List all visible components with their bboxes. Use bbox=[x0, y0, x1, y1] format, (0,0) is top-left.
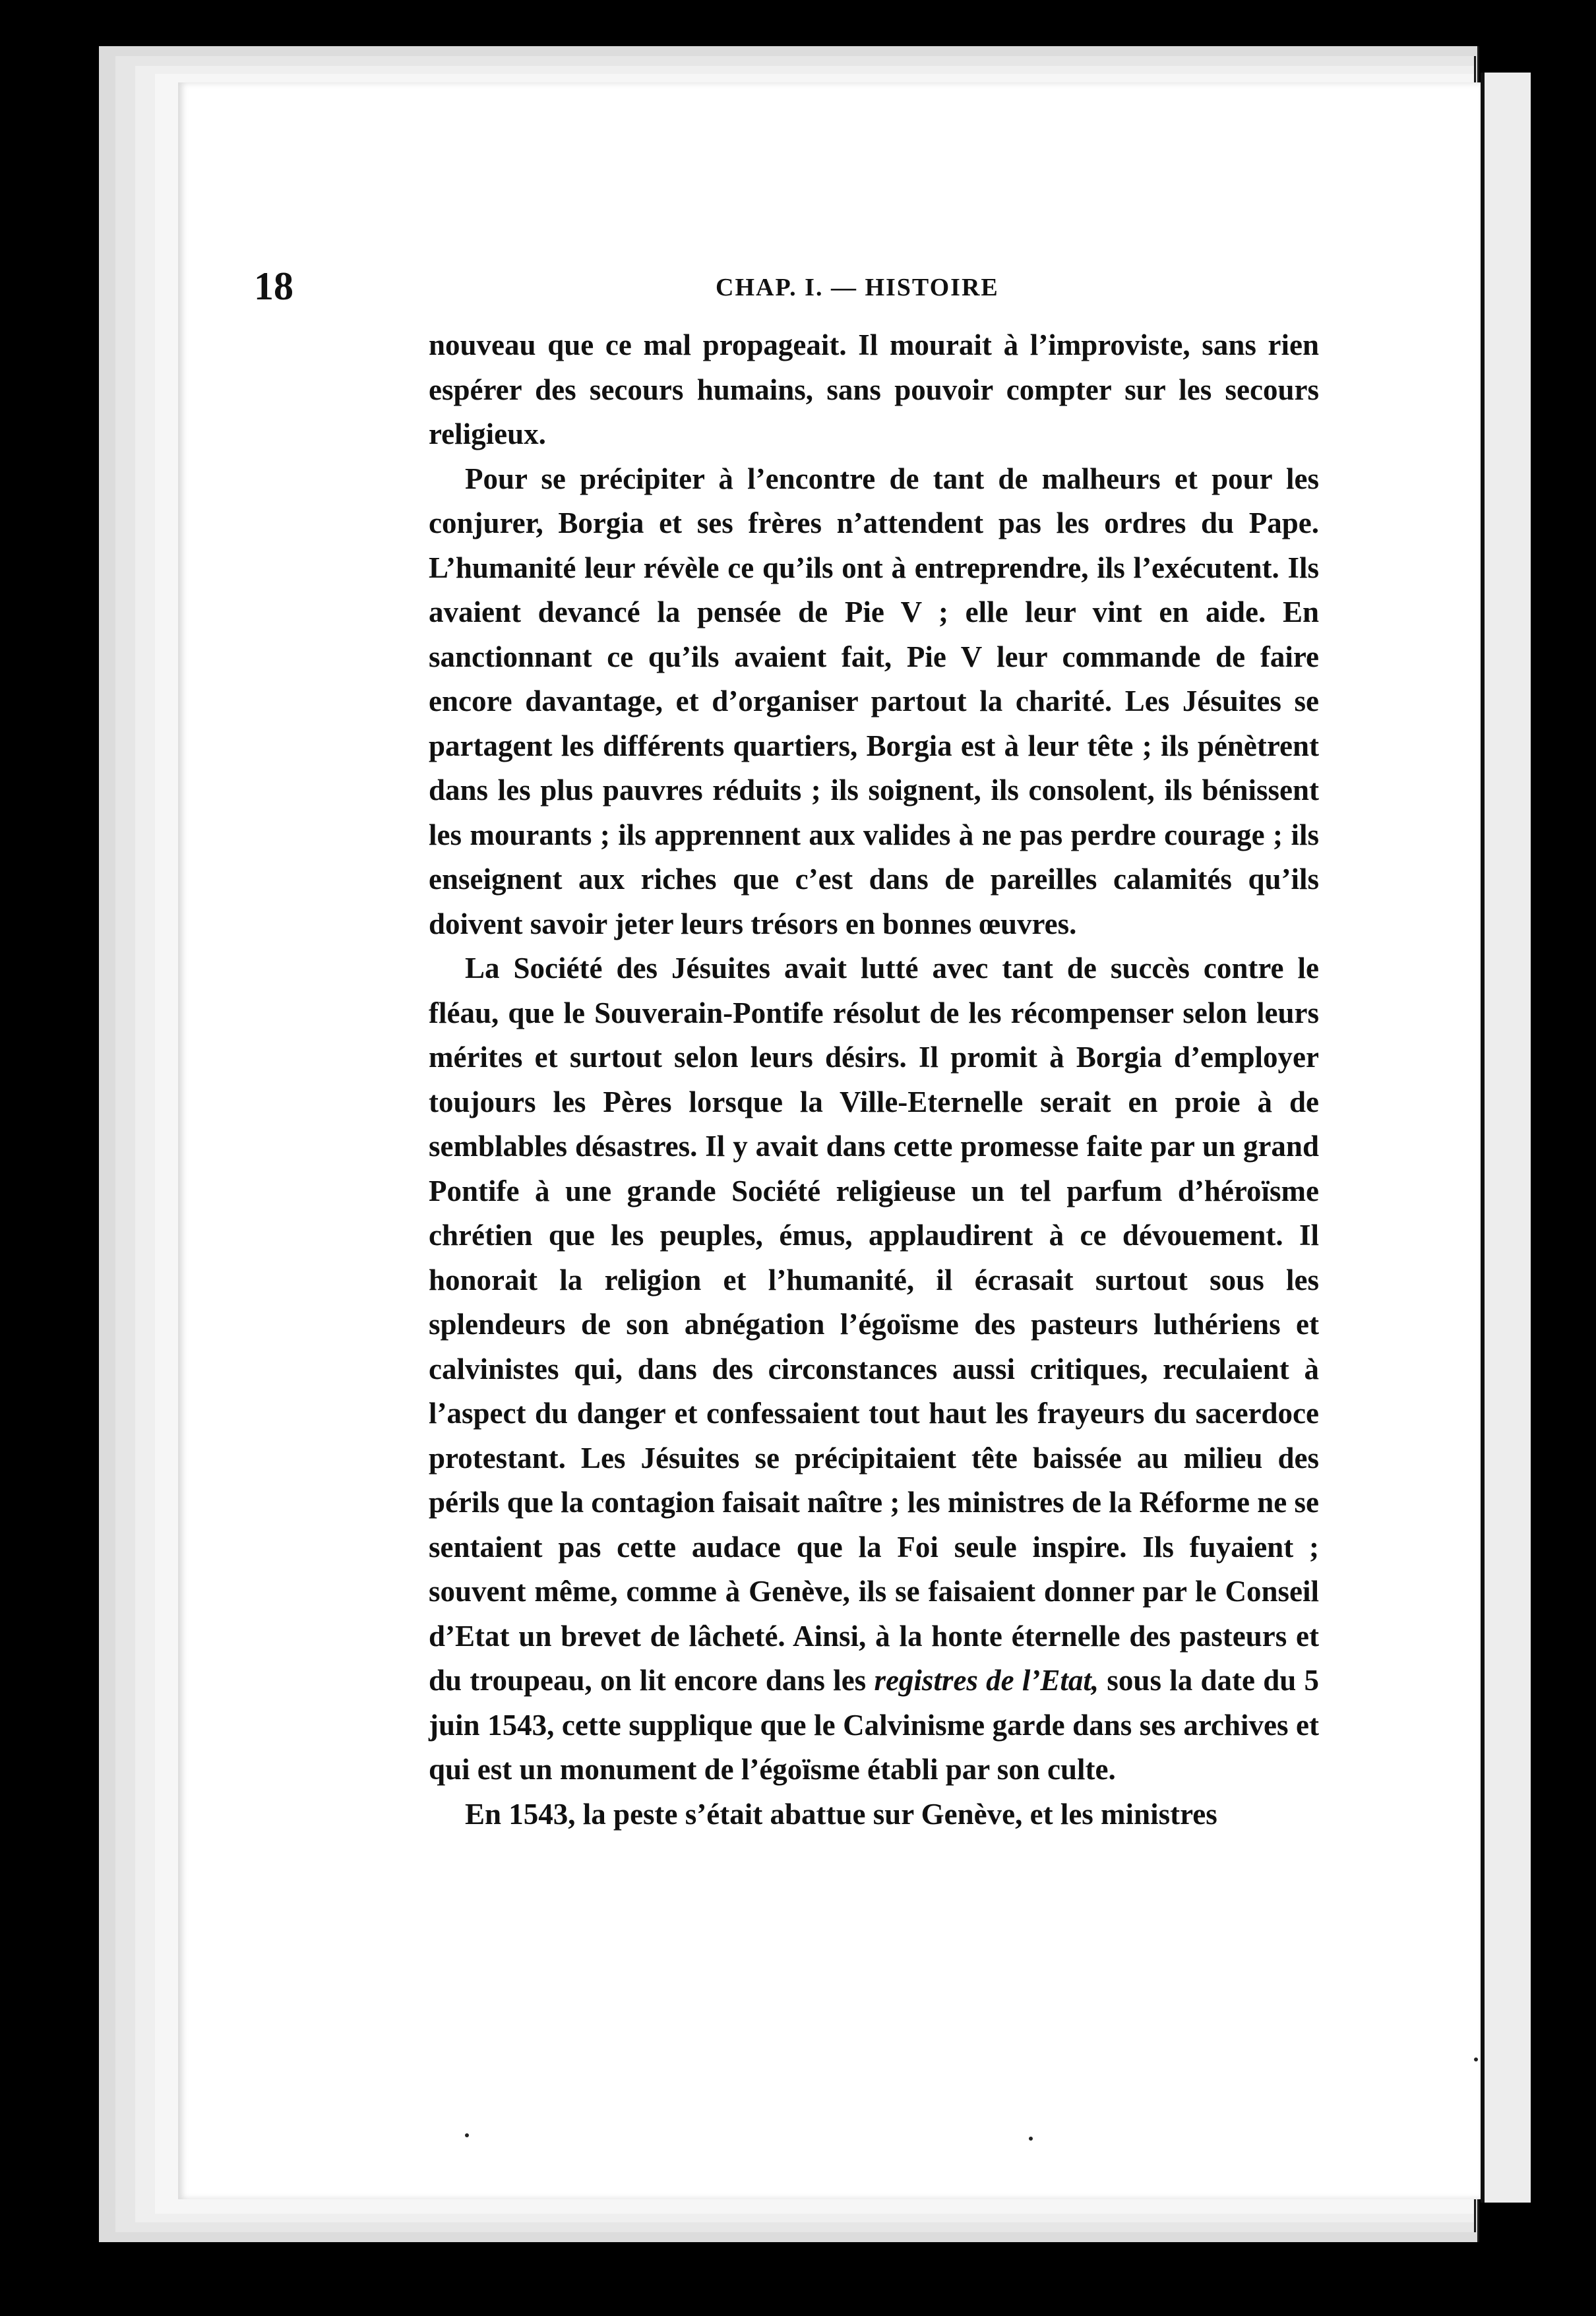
paragraph: En 1543, la peste s’était abattue sur Genève, et les ministres bbox=[465, 1797, 1217, 1831]
paragraph bbox=[429, 946, 1319, 1792]
scan-speck bbox=[1029, 2137, 1033, 2141]
paragraph-text: La Société des Jésuites avait lutté avec tant de succès contre le fléau, que le Souverain-Pontife résolut de les récompenser selon leurs mérites et surtout selon leurs désirs. Il promit à Borgia d’employer toujours les Pères lorsque la Ville-Eternelle serait en proie à de semblables désastres. Il y avait dans cette promesse faite par un grand Pontife à une grande Société religieuse un tel parfum d’héroïsme chrétien que les peuples, émus, applaudirent à ce dévouement. Il honorait la religion et l’humanité, il écrasait surtout sous les splendeurs de son abnégation l’égoïsme des pasteurs luthériens et calvinistes qui, dans des circonstances aussi critiques, reculaient à l’aspect du danger et confessaient tout haut les frayeurs du sacerdoce protestant. Les Jésuites se précipitaient tête baissée au milieu des périls que la contagion faisait naître ; les ministres de la Réforme ne se sentaient pas cette audace que la Foi seule inspire. Ils fuyaient ; souvent même, comme à Genève, ils se faisaient donner par le Conseil d’Etat un brevet de lâcheté. Ainsi, à la honte éternelle des pasteurs et du troupeau, on lit encore dans les bbox=[429, 952, 1319, 1697]
scan-speck bbox=[1474, 2057, 1478, 2061]
page-header bbox=[254, 264, 1342, 317]
page-number: 18 bbox=[254, 264, 293, 308]
italic-reference: registres de l’Etat, bbox=[874, 1664, 1099, 1697]
running-head: CHAP. I. — HISTOIRE bbox=[716, 274, 999, 301]
adjacent-page-strip bbox=[1481, 73, 1531, 2203]
scan-speck bbox=[465, 2133, 469, 2137]
paragraph: Pour se précipiter à l’encontre de tant de malheurs et pour les conjurer, Borgia et ses frères n’attendent pas les ordres du Pape. L’humanité leur révèle ce qu’ils ont à entreprendre, ils l’exécutent. Ils avaient devancé la pensée de Pie V ; elle leur vint en aide. En sanctionnant ce qu’ils avaient fait, Pie V leur commande de faire encore davantage, et d’organiser partout la charité. Les Jésuites se partagent les différents quartiers, Borgia est à leur tête ; ils pénètrent dans les plus pauvres réduits ; ils soignent, ils consolent, ils bénissent les mourants ; ils apprennent aux valides à ne pas perdre courage ; ils enseignent aux riches que c’est dans de pareilles calamités qu’ils doivent savoir jeter leurs trésors en bonnes œuvres. bbox=[429, 462, 1319, 940]
paragraph: nouveau que ce mal propageait. Il mourait à l’improviste, sans rien espérer des secours humains, sans pouvoir compter sur les secours religieux. bbox=[429, 328, 1319, 450]
paragraph-text: sous la date du 5 juin 1543, cette supplique que le Calvinisme garde dans ses archives et qui est un monument de l’égoïsme établi par son culte. bbox=[429, 1664, 1320, 1786]
body-text bbox=[429, 323, 1319, 1837]
